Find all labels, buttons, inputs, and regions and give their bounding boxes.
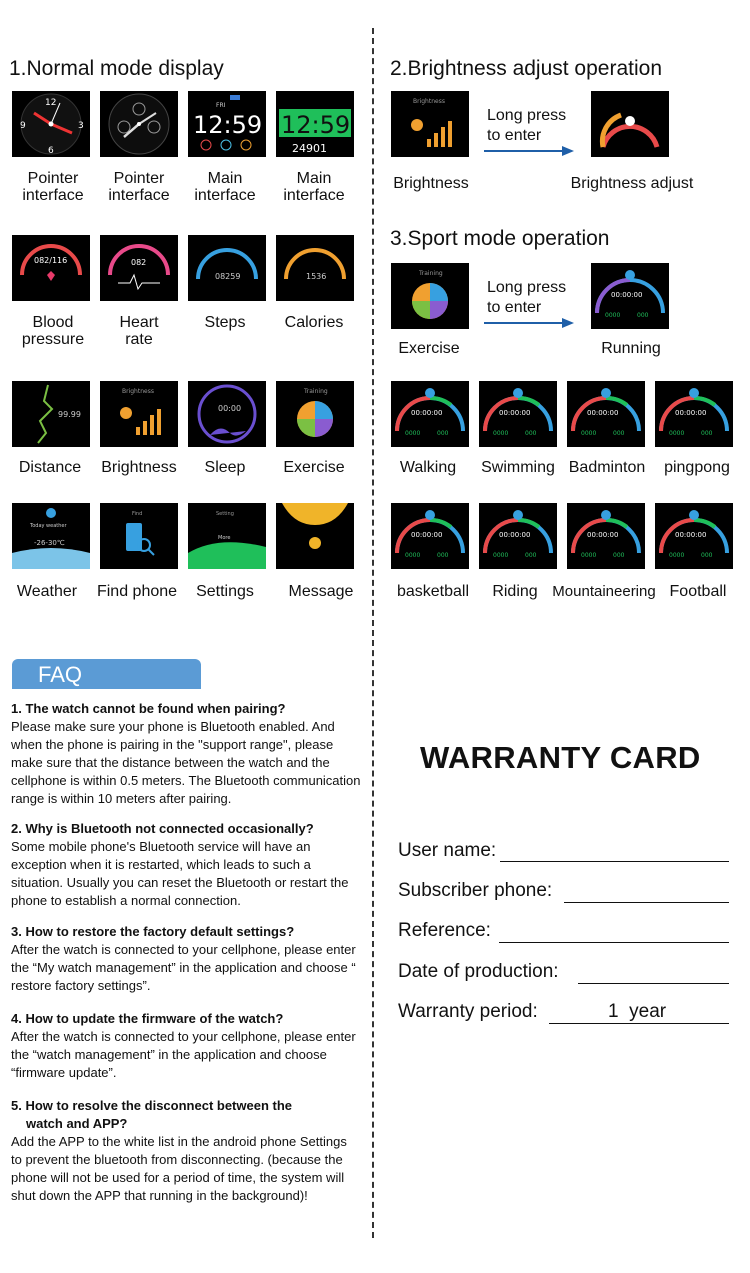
- label-football: Football: [669, 583, 727, 600]
- sport-right-stat: 000: [613, 430, 625, 437]
- tile-hr-value: 082: [131, 258, 147, 267]
- sport-timer-text: 00:00:00: [411, 409, 443, 417]
- faq-answer-5: Add the APP to the white list in the android phone Settings to prevent the bluetooth from disconnecting. (because the phone will not be used for a period of time, the system will shut down the APP that running in the background)!: [11, 1134, 347, 1203]
- label-swimming: Swimming: [481, 459, 555, 476]
- center-divider: [372, 28, 374, 1238]
- sport-left-stat: 0000: [405, 430, 421, 437]
- tile-calories-value: 1536: [306, 272, 327, 281]
- sport-left-stat: 0000: [581, 430, 597, 437]
- label-main-interface-1: Main interface: [194, 170, 256, 204]
- faq-question-5: [11, 1097, 361, 1133]
- tile-sleep-value: 00:00: [218, 404, 242, 413]
- label-badminton: Badminton: [568, 459, 646, 476]
- sport-timer-text: 00:00:00: [499, 531, 531, 539]
- label-main-interface-2: Main interface: [283, 170, 345, 204]
- label-mountaineering: Mountaineering: [552, 583, 656, 600]
- svg-text:12: 12: [45, 98, 57, 108]
- normal-mode-title: 1.Normal mode display: [9, 57, 224, 80]
- label-settings: Settings: [196, 583, 254, 600]
- svg-text:Training: Training: [419, 270, 443, 277]
- sport-timer-text: 00:00:00: [499, 409, 531, 417]
- tile-settings-value: More: [218, 535, 231, 541]
- faq-question-1: 1. The watch cannot be found when pairing?: [11, 701, 286, 716]
- faq-answer-3: After the watch is connected to your cellphone, please enter the “My watch management” in the application and choose “ restore factory settings”.: [11, 942, 356, 993]
- badminton-screen: [567, 381, 645, 447]
- mountaineering-screen: [567, 503, 645, 569]
- message-screen: [276, 503, 354, 569]
- faq-answer-2: Some mobile phone's Bluetooth service will have an exception when it is restarted, which leads to such a situation. Usually you can reset the Bluetooth or restart the phone to establish a normal connection.: [11, 839, 349, 908]
- sport-left-stat: 0000: [669, 552, 685, 559]
- sport-right-stat: 000: [437, 552, 449, 559]
- faq-tab: [12, 659, 201, 689]
- brightness-section-title: 2.Brightness adjust operation: [390, 57, 663, 80]
- sport-right-stat: 000: [525, 552, 537, 559]
- exercise-tile-screen: [276, 381, 354, 447]
- tile-time-green: 12:59: [281, 111, 351, 139]
- svg-text:9: 9: [20, 121, 26, 131]
- walking-screen: [391, 381, 469, 447]
- label-heart-rate: Heart rate: [119, 314, 159, 348]
- faq-tab-label: FAQ: [38, 662, 83, 687]
- sport-left-stat: 0000: [581, 552, 597, 559]
- warranty-period-value: 1 year: [608, 1001, 667, 1022]
- date-of-production-label: Date of production:: [398, 961, 559, 982]
- label-pointer-interface-1: Pointer interface: [22, 170, 84, 204]
- tile-settings-caption: Setting: [216, 511, 234, 517]
- tile-weather-caption: Today weather: [30, 523, 67, 529]
- faq-item-3: [11, 923, 361, 995]
- svg-text:Brightness: Brightness: [413, 98, 445, 105]
- sport-timer-text: 00:00:00: [411, 531, 443, 539]
- svg-text:00:00:00: 00:00:00: [611, 291, 643, 299]
- tile-bp-value: 082/116: [34, 256, 68, 265]
- sleep-screen: [188, 381, 266, 447]
- heart-rate-screen: [100, 235, 178, 301]
- sport-timer-text: 00:00:00: [587, 409, 619, 417]
- label-exercise: Exercise: [283, 459, 345, 476]
- label-blood-pressure: Blood pressure: [21, 314, 85, 348]
- tile-find-caption: Find: [132, 511, 143, 517]
- reference-label: Reference:: [398, 920, 491, 941]
- swimming-screen: [479, 381, 557, 447]
- running-screen: [591, 263, 669, 329]
- sport-right-stat: 000: [525, 430, 537, 437]
- label-sleep: Sleep: [204, 459, 246, 476]
- sport-timer-text: 00:00:00: [587, 531, 619, 539]
- user-name-label: User name:: [398, 840, 497, 861]
- faq-question-4: 4. How to update the firmware of the watch?: [11, 1011, 284, 1026]
- tile-weather-value: -26-30℃: [34, 539, 65, 547]
- faq-question-2: 2. Why is Bluetooth not connected occasionally?: [11, 821, 314, 836]
- basketball-screen: [391, 503, 469, 569]
- user-name-field[interactable]: [500, 861, 729, 862]
- label-calories: Calories: [284, 314, 344, 331]
- sport-left-stat: 0000: [493, 552, 509, 559]
- brightness-arrow-head: [562, 146, 574, 156]
- exercise-source-screen: [391, 263, 469, 329]
- label-brightness-adjust: Brightness adjust: [570, 175, 694, 192]
- pointer-face-1-screen: [12, 91, 90, 157]
- faq-question-5-line1: 5. How to resolve the disconnect between the: [11, 1098, 293, 1113]
- reference-field[interactable]: [499, 942, 729, 943]
- label-riding: Riding: [492, 583, 538, 600]
- sport-arrow-head: [562, 318, 574, 328]
- label-find-phone: Find phone: [96, 583, 178, 600]
- warranty-period-label: Warranty period:: [398, 1001, 538, 1022]
- warranty-period-field[interactable]: [549, 1023, 729, 1024]
- label-pointer-interface-2: Pointer interface: [108, 170, 170, 204]
- svg-text:3: 3: [78, 121, 84, 131]
- football-screen: [655, 503, 733, 569]
- riding-screen: [479, 503, 557, 569]
- label-walking: Walking: [399, 459, 457, 476]
- label-brightness: Brightness: [101, 459, 177, 476]
- distance-screen: [12, 381, 90, 447]
- label-exercise-source: Exercise: [398, 340, 460, 357]
- label-brightness-source: Brightness: [393, 175, 469, 192]
- main-interface-1-screen: [188, 91, 266, 157]
- label-running: Running: [601, 340, 661, 357]
- sport-left-stat: 0000: [669, 430, 685, 437]
- steps-screen: [188, 235, 266, 301]
- tile-exercise-caption: Training: [304, 388, 328, 395]
- label-pingpong: pingpong: [664, 459, 730, 476]
- pointer-face-2-screen: [100, 91, 178, 157]
- find-phone-screen: [100, 503, 178, 569]
- settings-screen: [188, 503, 266, 569]
- tile-date: FRI: [216, 102, 226, 109]
- faq-question-3: 3. How to restore the factory default settings?: [11, 924, 295, 939]
- faq-question-5-line2: watch and APP?: [26, 1116, 128, 1131]
- faq-item-1: [11, 700, 361, 808]
- label-weather: Weather: [16, 583, 78, 600]
- tile-distance-value: 99.99: [58, 410, 81, 419]
- sport-timer-text: 00:00:00: [675, 531, 707, 539]
- label-steps: Steps: [204, 314, 246, 331]
- tile-time: 12:59: [193, 111, 263, 139]
- label-message: Message: [288, 583, 354, 600]
- main-interface-2-screen: [276, 91, 354, 157]
- tile-brightness-caption: Brightness: [122, 388, 154, 395]
- date-of-production-field[interactable]: [578, 983, 729, 984]
- brightness-adjust-screen: [591, 91, 669, 157]
- tile-steps-value: 08259: [215, 272, 241, 281]
- sport-section-title: 3.Sport mode operation: [390, 227, 610, 250]
- calories-screen: [276, 235, 354, 301]
- brightness-tile-screen: [100, 381, 178, 447]
- subscriber-phone-label: Subscriber phone:: [398, 880, 553, 901]
- sport-right-stat: 000: [701, 430, 713, 437]
- faq-item-5: [11, 1097, 361, 1205]
- sport-right-stat: 000: [613, 552, 625, 559]
- faq-answer-1: Please make sure your phone is Bluetooth enabled. And when the phone is pairing in the "support range", please make sure that the distance between the watch and the cellphone is within 0.5 meters. The Bluetooth communication range is within 10 meters after pairing.: [11, 719, 361, 806]
- warranty-title: WARRANTY CARD: [420, 740, 701, 775]
- label-basketball: basketball: [396, 583, 470, 600]
- sport-left-stat: 0000: [405, 552, 421, 559]
- brightness-source-screen: [391, 91, 469, 157]
- label-distance: Distance: [18, 459, 82, 476]
- pingpong-screen: [655, 381, 733, 447]
- sport-timer-text: 00:00:00: [675, 409, 707, 417]
- svg-text:0000: 0000: [605, 312, 621, 319]
- faq-answer-4: After the watch is connected to your cellphone, please enter the “watch management” in the application and choose “firmware update”.: [11, 1029, 356, 1080]
- weather-screen: [12, 503, 90, 569]
- svg-text:6: 6: [48, 146, 54, 156]
- brightness-arrow-line: [484, 150, 564, 152]
- faq-item-4: [11, 1010, 361, 1082]
- faq-item-2: [11, 820, 361, 910]
- brightness-arrow-text: Long press to enter: [487, 107, 567, 144]
- sport-arrow-text: Long press to enter: [487, 279, 567, 316]
- tile-steps: 24901: [292, 142, 327, 155]
- sport-right-stat: 000: [701, 552, 713, 559]
- blood-pressure-screen: [12, 235, 90, 301]
- sport-arrow-line: [484, 322, 564, 324]
- sport-right-stat: 000: [437, 430, 449, 437]
- sport-left-stat: 0000: [493, 430, 509, 437]
- subscriber-phone-field[interactable]: [564, 902, 729, 903]
- svg-text:000: 000: [637, 312, 649, 319]
